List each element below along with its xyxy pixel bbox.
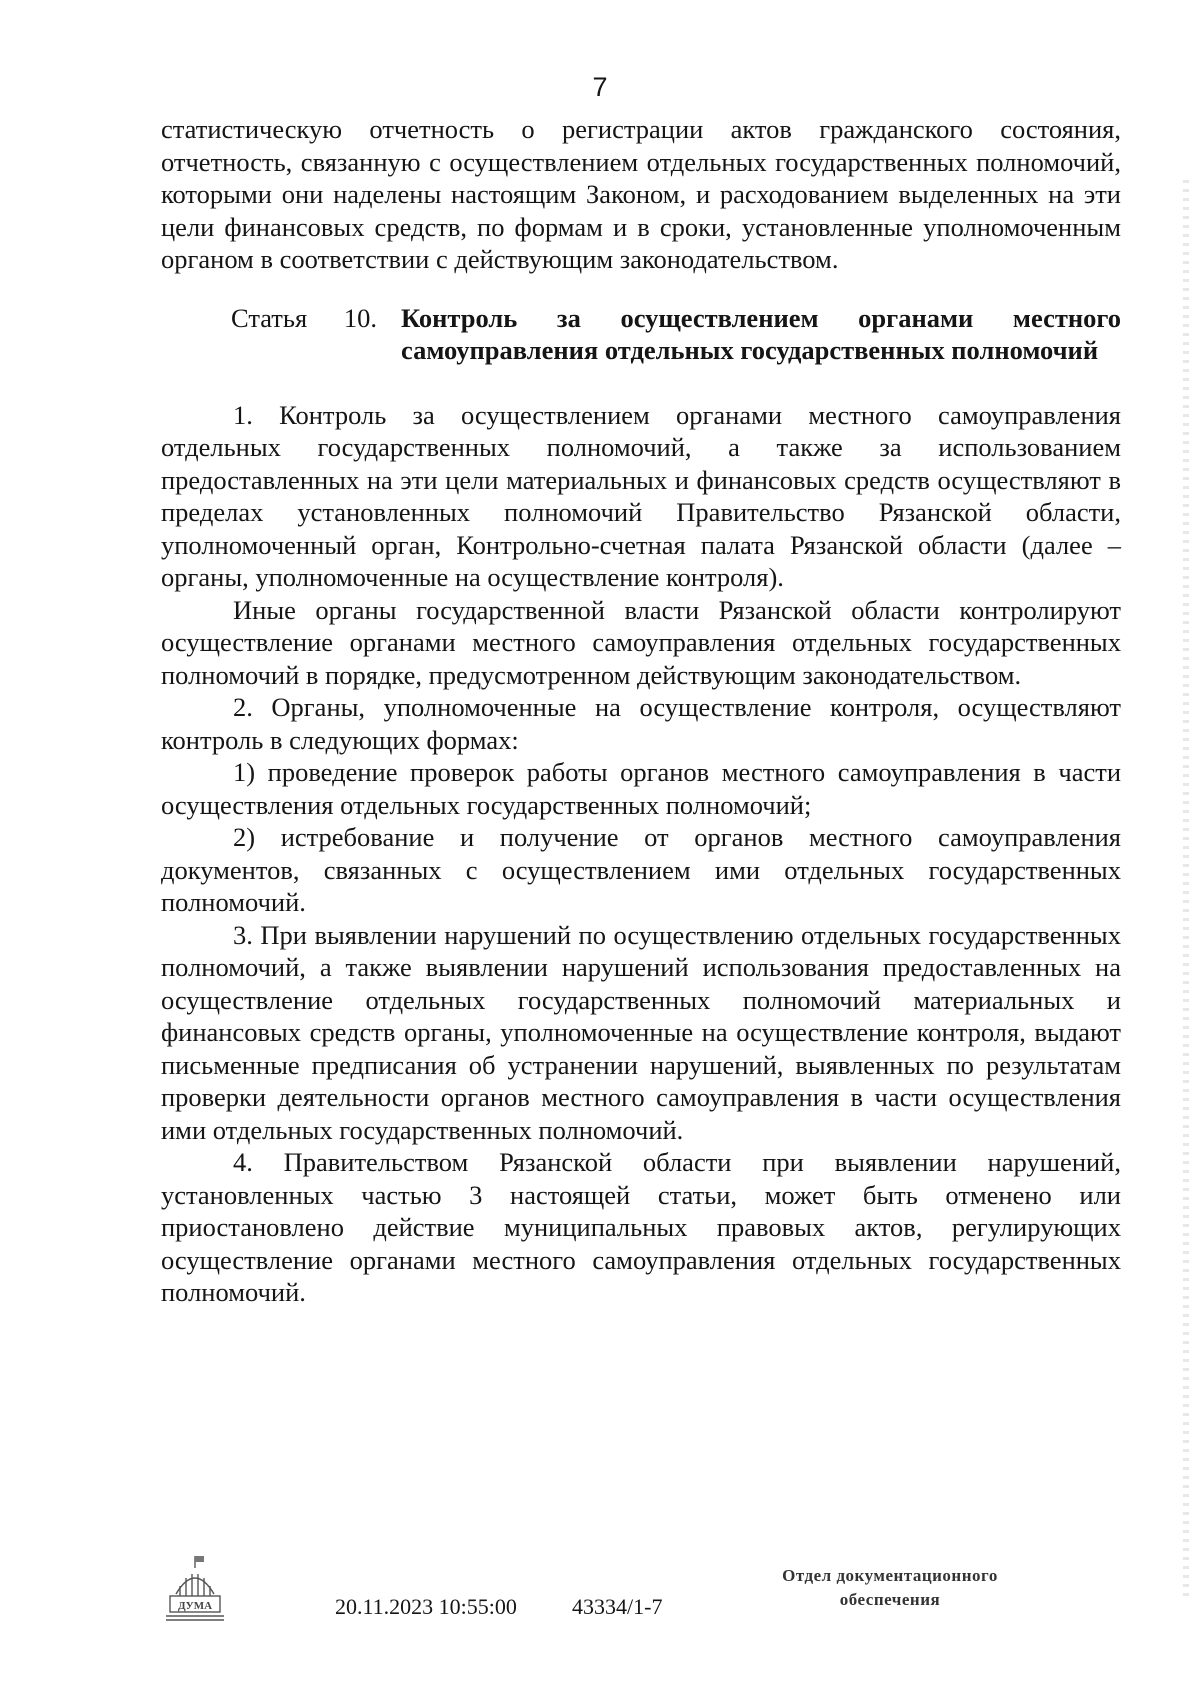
paragraph-1: 1. Контроль за осуществлением органами местного самоуправления отдельных государственных полномочий, а также за использованием предоставленных на эти цели материальных и финансовых средств осуществляют в пределах установленных полномочий Правительство Рязанской области, уполномоченный орган, Контрольно-счетная палата Рязанской области (далее – органы, уполномоченные на осуществление контроля).: [161, 399, 1121, 592]
document-body: [161, 113, 1121, 1309]
duma-logo: [164, 1554, 226, 1626]
article-word: Статья: [231, 302, 308, 333]
paragraph-4: 4. Правительством Рязанской области при выявлении нарушений, установленных частью 3 настоящей статьи, может быть отменено или приостановлено действие муниципальных правовых актов, регулирующих осуществление органами местного самоуправления отдельных государственных полномочий.: [161, 1147, 1121, 1307]
dept-line-1: Отдел документационного: [782, 1566, 998, 1585]
article-heading: [161, 302, 1121, 367]
paragraph-2-item-1: 1) проведение проверок работы органов местного самоуправления в части осуществления отдельных государственных полномочий;: [161, 757, 1121, 820]
footer-doc-number: 43334/1-7: [572, 1594, 663, 1619]
paragraph-2-item-2: 2) истребование и получение от органов местного самоуправления документов, связанных с осуществлением ими отдельных государственных полномочий.: [161, 822, 1121, 917]
footer-datetime: 20.11.2023 10:55:00: [335, 1594, 517, 1619]
article-title: Контроль за осуществлением органами местного самоуправления отдельных государственных полномочий: [401, 302, 1121, 365]
footer: [0, 1540, 1200, 1660]
scan-edge-artifact: [1183, 180, 1189, 1600]
dept-line-2: обеспечения: [839, 1590, 941, 1609]
article-label: [161, 302, 401, 367]
footer-department-stamp: [740, 1564, 1040, 1612]
paragraph-2: 2. Органы, уполномоченные на осуществление контроля, осуществляют контроль в следующих формах:: [161, 692, 1121, 755]
paragraph-3: 3. При выявлении нарушений по осуществлению отдельных государственных полномочий, а также выявлении нарушений использования предоставленных на осуществление отдельных государственных полномочий материальных и финансовых средств органы, уполномоченные на осуществление контроля, выдают письменные предписания об устранении нарушений, выявленных по результатам проверки деятельности органов местного самоуправления в части осуществления ими отдельных государственных полномочий.: [161, 919, 1121, 1145]
article-number: 10.: [343, 302, 377, 333]
page-number: 7: [592, 72, 608, 102]
paragraph-1b: Иные органы государственной власти Рязанской области контролируют осуществление органами местного самоуправления отдельных государственных полномочий в порядке, предусмотренном действующим законодательством.: [161, 594, 1121, 690]
logo-text: ДУМА: [177, 1600, 213, 1612]
paragraph-intro: статистическую отчетность о регистрации актов гражданского состояния, отчетность, связанную с осуществлением отдельных государственных полномочий, которыми они наделены настоящим Законом, и расходованием выделенных на эти цели финансовых средств, по формам и в сроки, установленные уполномоченным органом в соответствии с действующим законодательством.: [161, 114, 1121, 274]
